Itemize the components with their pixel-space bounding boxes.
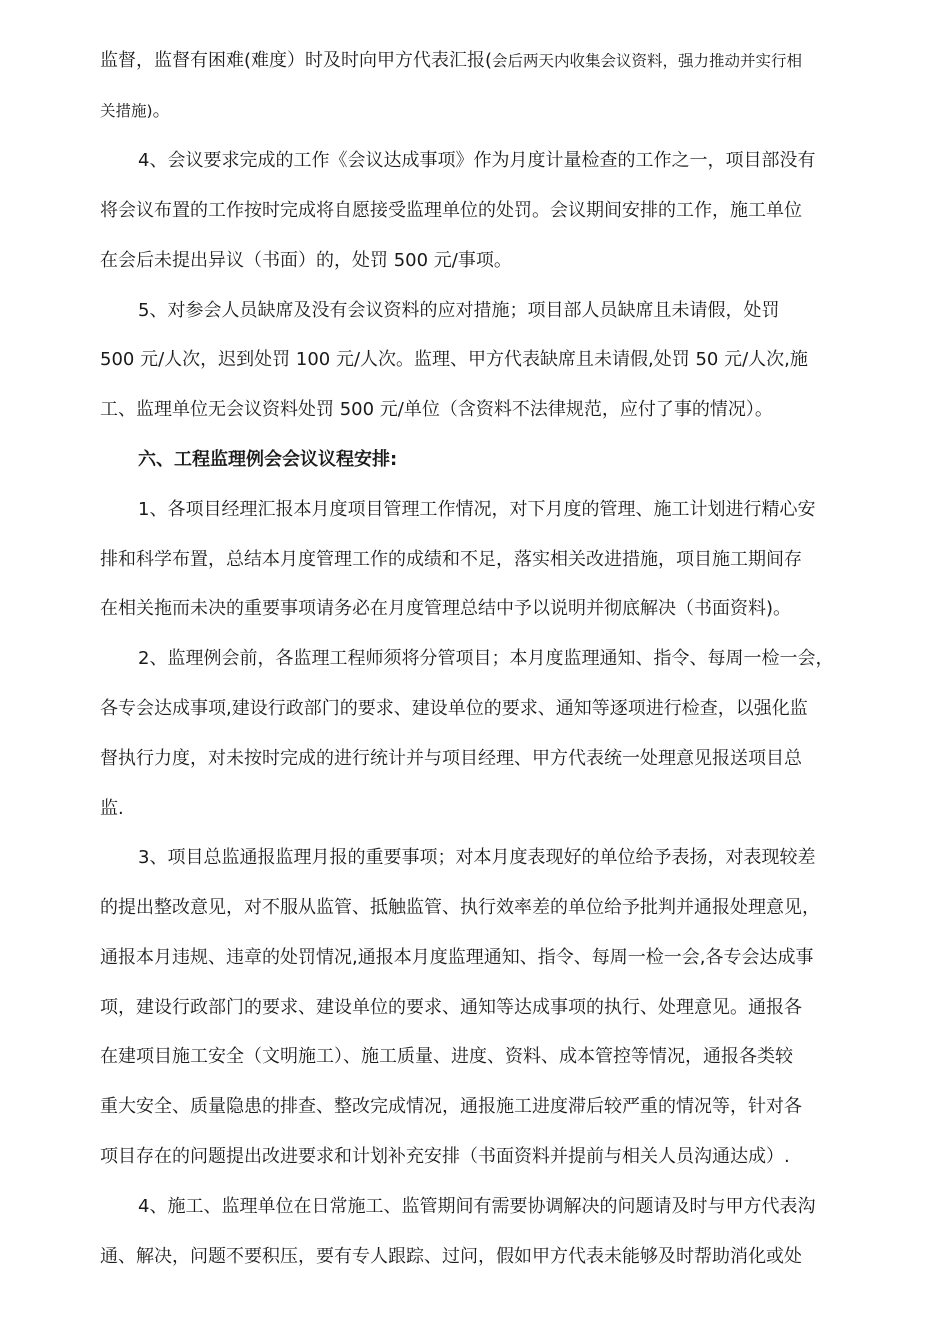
paragraph-line: 500 元/人次，迟到处罚 100 元/人次。监理、甲方代表缺席且未请假,处罚 50 元/人次,施 [100,349,808,370]
paragraph-line: 2、监理例会前，各监理工程师须将分管项目；本月度监理通知、指令、每周一检一会， [138,648,834,669]
paragraph-line: 通、解决，问题不要积压，要有专人跟踪、过问，假如甲方代表未能够及时帮助消化或处 [100,1246,802,1267]
paragraph-line: 在建项目施工安全（文明施工）、施工质量、进度、资料、成本管控等情况，通报各类较 [100,1046,793,1067]
paragraph-line: 工、监理单位无会议资料处罚 500 元/单位（含资料不法律规范，应付了事的情况）。 [100,399,773,420]
paragraph-line: 通报本月违规、违章的处罚情况,通报本月度监理通知、指令、每周一检一会,各专会达成事 [100,947,814,968]
paragraph-line: 各专会达成事项,建设行政部门的要求、建设单位的要求、通知等逐项进行检查，以强化监 [100,698,808,719]
paragraph-line [100,49,802,73]
paragraph-line: 将会议布置的工作按时完成将自愿接受监理单位的处罚。会议期间安排的工作，施工单位 [100,200,802,221]
paragraph-line [100,99,171,123]
paragraph-line: 监. [100,798,124,819]
paragraph-line: 3、项目总监通报监理月报的重要事项；对本月度表现好的单位给予表扬，对表现较差 [138,847,816,868]
line-note: 会后两天内收集会议资料，强力推动并实行相 [492,52,803,70]
paragraph-line: 4、施工、监理单位在日常施工、监管期间有需要协调解决的问题请及时与甲方代表沟 [138,1196,816,1217]
paragraph-line: 1、各项目经理汇报本月度项目管理工作情况，对下月度的管理、施工计划进行精心安 [138,499,816,520]
paragraph-line: 4、会议要求完成的工作《会议达成事项》作为月度计量检查的工作之一，项目部没有 [138,150,816,171]
section-heading: 六、工程监理例会会议议程安排: [138,449,398,470]
paragraph-line: 督执行力度，对未按时完成的进行统计并与项目经理、甲方代表统一处理意见报送项目总 [100,748,802,769]
line-text-end: 。 [152,100,171,121]
paragraph-line: 在会后未提出异议（书面）的，处罚 500 元/事项。 [100,250,512,271]
line-text: 监督，监督有困难(难度）时及时向甲方代表汇报( [100,50,493,71]
paragraph-line: 在相关拖而未决的重要事项请务必在月度管理总结中予以说明并彻底解决（书面资料)。 [100,598,792,619]
paragraph-line: 项，建设行政部门的要求、建设单位的要求、通知等达成事项的执行、处理意见。通报各 [100,997,802,1018]
line-note: 关措施) [100,102,153,120]
paragraph-line: 重大安全、质量隐患的排查、整改完成情况，通报施工进度滞后较严重的情况等，针对各 [100,1096,802,1117]
paragraph-line: 5、对参会人员缺席及没有会议资料的应对措施；项目部人员缺席且未请假，处罚 [138,300,780,321]
paragraph-line: 项目存在的问题提出改进要求和计划补充安排（书面资料并提前与相关人员沟通达成）. [100,1146,790,1167]
paragraph-line: 的提出整改意见，对不服从监管、抵触监管、执行效率差的单位给予批判并通报处理意见， [100,897,820,918]
paragraph-line: 排和科学布置，总结本月度管理工作的成绩和不足，落实相关改进措施，项目施工期间存 [100,549,802,570]
